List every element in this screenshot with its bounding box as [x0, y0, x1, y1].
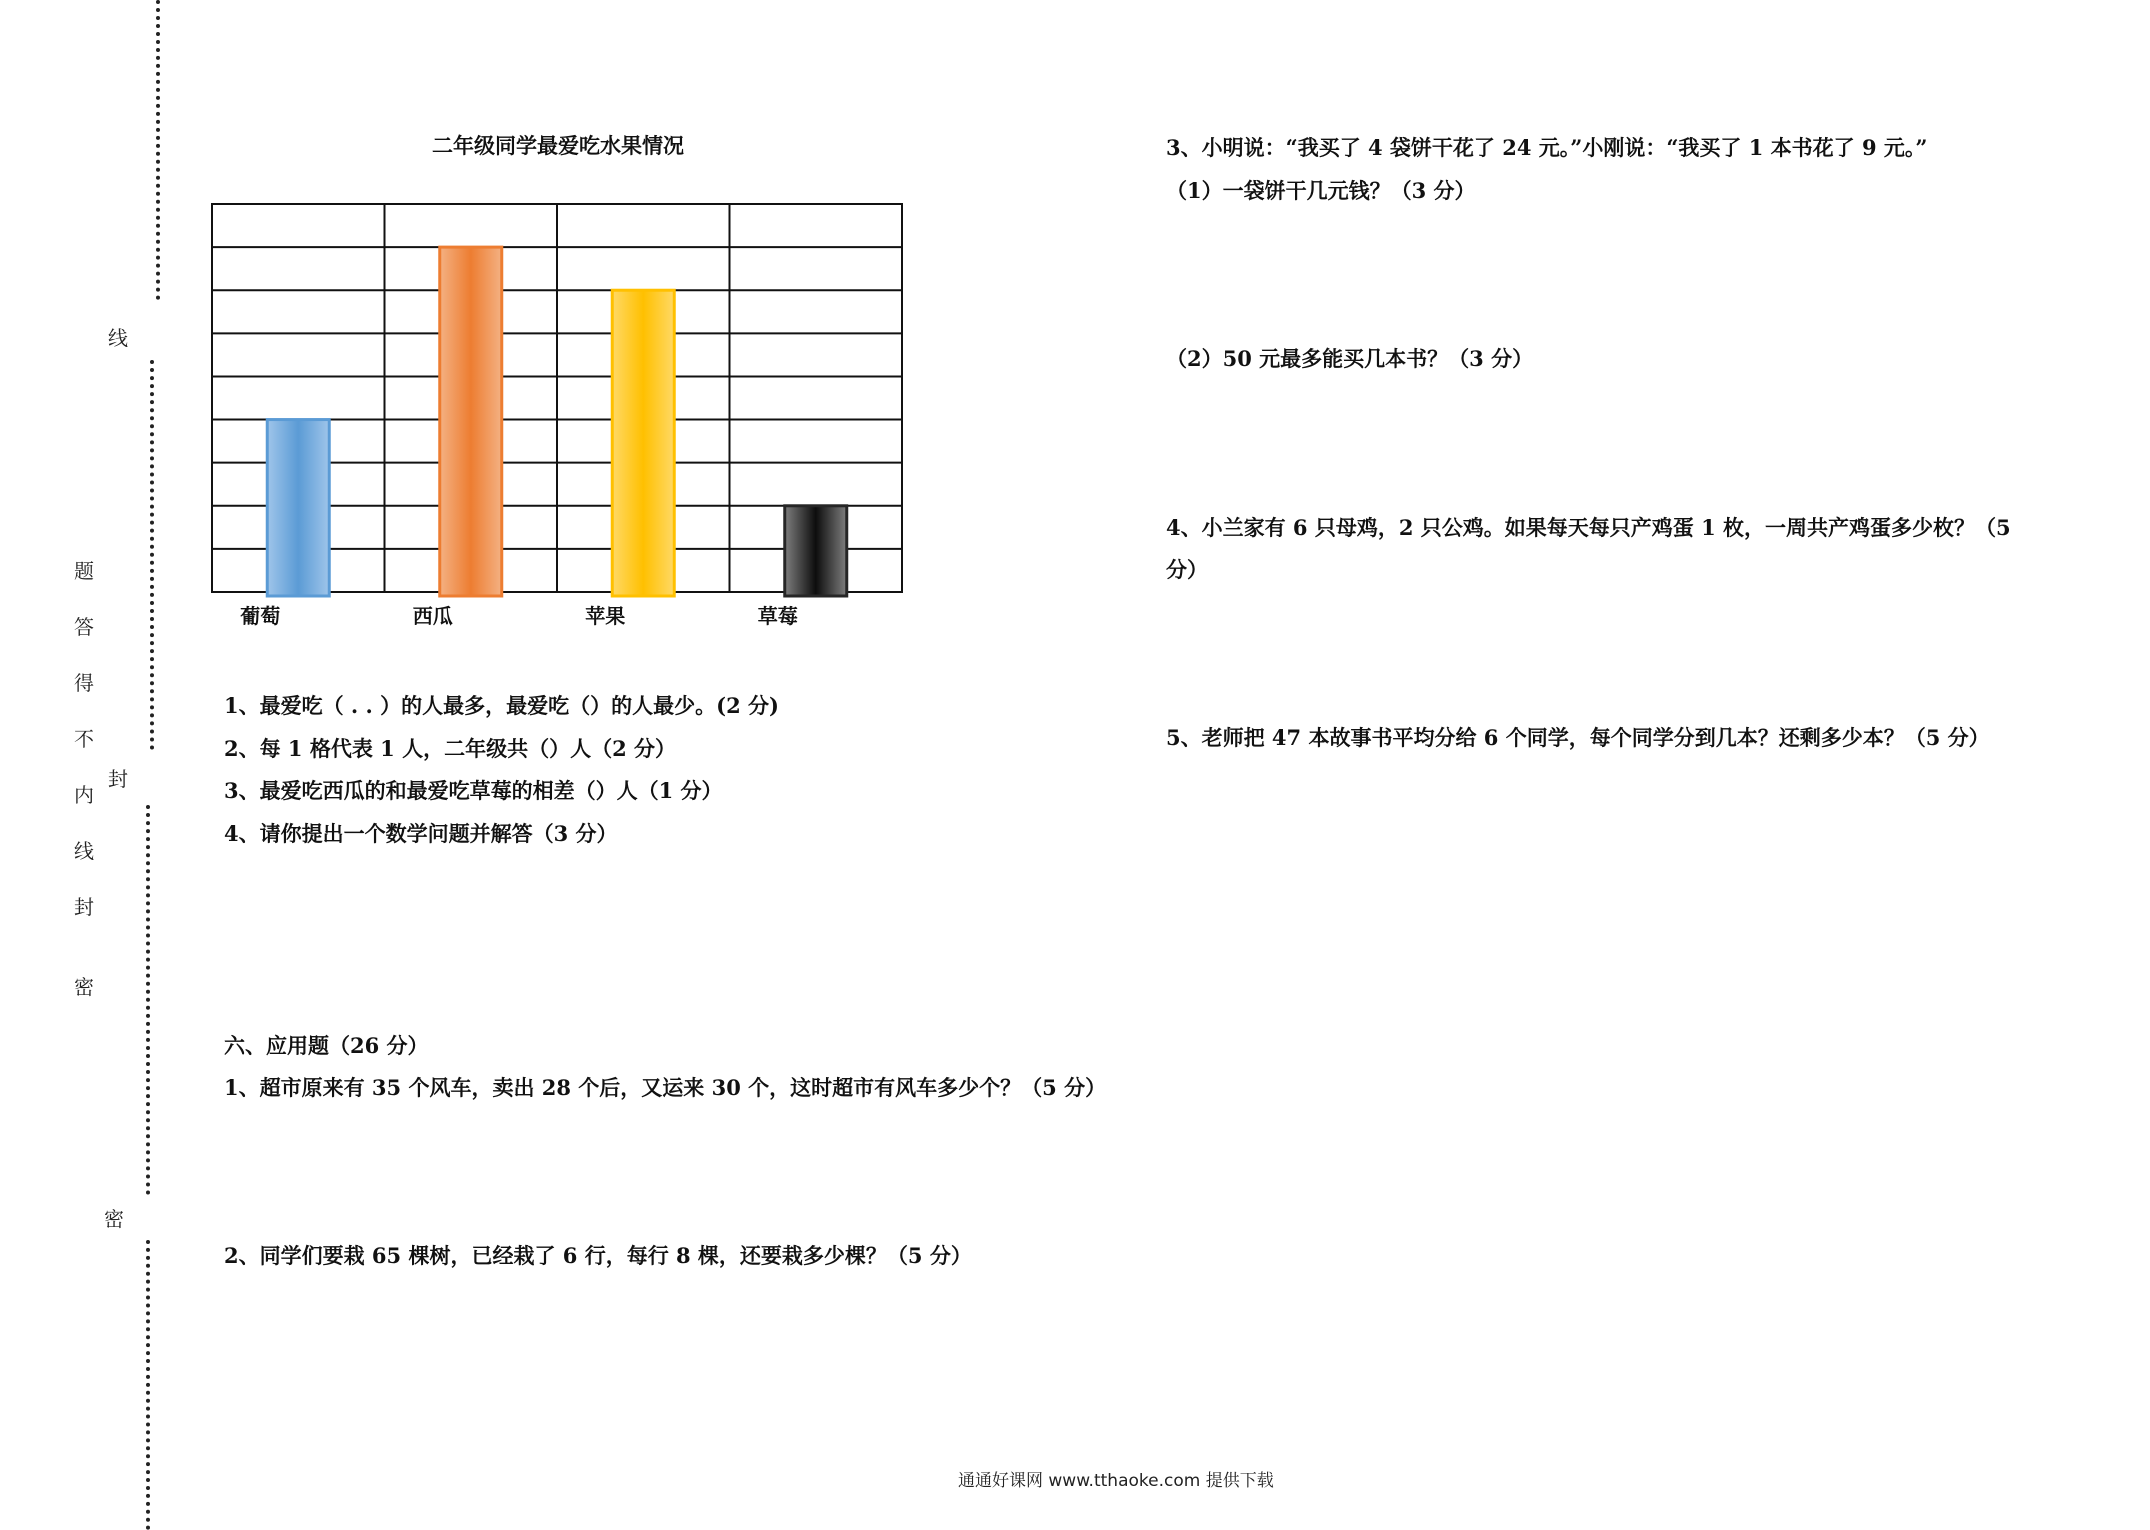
chart-category-label: 苹果	[585, 604, 626, 628]
binding-char-seal: 封	[108, 767, 128, 791]
chart-title: 二年级同学最爱吃水果情况	[432, 133, 684, 158]
chart-bar-4	[785, 506, 847, 596]
binding-instruction-char: 答	[74, 615, 94, 639]
question-chart-4: 4、请你提出一个数学问题并解答（3 分）	[224, 821, 618, 846]
chart-category-label: 草莓	[757, 604, 798, 628]
question-chickens-cont: 分）	[1166, 557, 1208, 582]
chart-category-label: 葡萄	[240, 604, 281, 628]
chart-bar-1	[267, 420, 329, 596]
binding-instruction-char: 密	[74, 975, 94, 999]
chart-bar-3	[612, 290, 674, 596]
binding-dotted-line-lower	[146, 805, 150, 1195]
binding-instruction-char: 得	[74, 671, 94, 695]
question-shopping-part-2: （2）50 元最多能买几本书？（3 分）	[1166, 346, 1534, 371]
binding-char-mi: 密	[104, 1207, 124, 1231]
question-chickens: 4、小兰家有 6 只母鸡，2 只公鸡。如果每天每只产鸡蛋 1 枚，一周共产鸡蛋多少枚？（5	[1166, 515, 2011, 540]
question-chart-3: 3、最爱吃西瓜的和最爱吃草莓的相差（）人（1 分）	[224, 778, 723, 803]
binding-dotted-line-top	[156, 0, 160, 300]
question-storybooks: 5、老师把 47 本故事书平均分给 6 个同学，每个同学分到几本？还剩多少本？（5 分）	[1166, 725, 1990, 750]
binding-dotted-line-bottom	[146, 1240, 150, 1530]
application-question-1: 1、超市原来有 35 个风车，卖出 28 个后，又运来 30 个，这时超市有风车多少个？（5 分）	[224, 1075, 1107, 1100]
question-shopping: 3、小明说：“我买了 4 袋饼干花了 24 元。”小刚说：“我买了 1 本书花了 9 元。”	[1166, 135, 1928, 160]
binding-dotted-line-mid	[150, 360, 154, 750]
question-shopping-part-1: （1）一袋饼干几元钱？（3 分）	[1166, 178, 1476, 203]
binding-instruction-char: 封	[74, 895, 94, 919]
section-heading-application: 六、应用题（26 分）	[224, 1033, 429, 1058]
fruit-bar-chart	[200, 190, 920, 610]
chart-bar-2	[440, 247, 502, 596]
binding-instruction-char: 内	[74, 783, 94, 807]
binding-instruction-char: 不	[74, 727, 94, 751]
question-chart-1: 1、最爱吃（ . . ）的人最多，最爱吃（）的人最少。(2 分)	[224, 693, 779, 718]
application-question-2: 2、同学们要栽 65 棵树，已经栽了 6 行，每行 8 棵，还要栽多少棵？（5 分）	[224, 1243, 972, 1268]
footer-source: 通通好课网 www.tthaoke.com 提供下载	[958, 1471, 1274, 1491]
chart-category-label: 西瓜	[412, 604, 453, 628]
binding-char-line: 线	[108, 326, 128, 350]
binding-instruction-char: 题	[74, 559, 94, 583]
question-chart-2: 2、每 1 格代表 1 人，二年级共（）人（2 分）	[224, 736, 677, 761]
binding-instruction-char: 线	[74, 839, 94, 863]
